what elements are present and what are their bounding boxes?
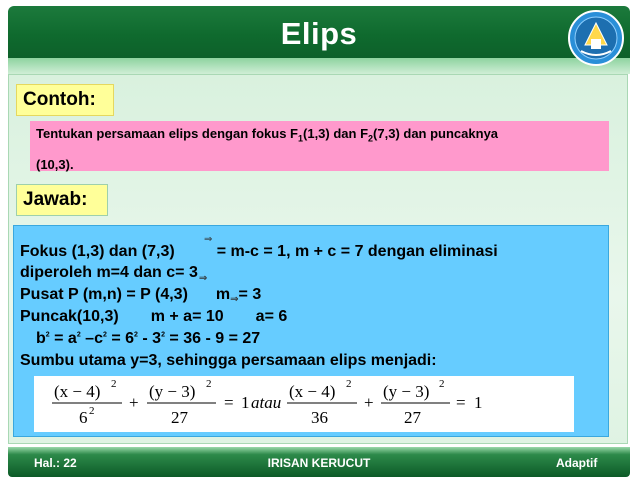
numerator-4-exp: 2 — [439, 378, 445, 390]
question-text-a: Tentukan persamaan elips dengan fokus F — [36, 126, 298, 141]
denominator-3: 36 — [311, 408, 328, 427]
equals-sign-2: = — [456, 393, 466, 412]
header-glow — [8, 58, 630, 74]
tut-wuri-handayani-logo-icon — [567, 9, 625, 67]
question-line-1 — [36, 121, 603, 152]
implies-arrow-icon: ⇒ — [230, 294, 239, 305]
plus-sign-1: + — [129, 393, 139, 412]
answer-puncak: Puncak(10,3) — [20, 308, 119, 325]
ellipse-equation — [34, 376, 574, 432]
jawab-label: Jawab: — [16, 184, 108, 216]
b-result: = 36 - 9 = 27 — [164, 330, 261, 347]
three-term: - 3 — [137, 330, 162, 347]
denominator-4: 27 — [404, 408, 421, 427]
question-text-c: (7,3) dan puncaknya — [373, 126, 499, 141]
c-term: –c — [80, 330, 103, 347]
slide-title: Elips — [280, 16, 358, 51]
exp: 2 — [161, 331, 165, 339]
numerator-3-exp: 2 — [346, 378, 352, 390]
numerator-2-exp: 2 — [206, 378, 212, 390]
a-term: = a — [49, 330, 77, 347]
answer-line-1 — [20, 243, 498, 261]
answer-line-6: Sumbu utama y=3, sehingga persamaan elips menjadi: — [20, 352, 437, 369]
answer-line-2 — [20, 264, 206, 282]
answer-line-4 — [20, 308, 287, 326]
answer-eliminasi: = m-c = 1, m + c = 7 dengan eliminasi — [216, 243, 498, 260]
answer-a-value: a= 6 — [255, 308, 288, 325]
answer-m-value: = 3 — [238, 286, 262, 303]
answer-line-3 — [20, 286, 261, 304]
page-number: Hal.: 22 — [34, 456, 77, 470]
exp: 2 — [45, 331, 50, 339]
answer-diperoleh: diperoleh m=4 dan c= 3 — [20, 264, 198, 281]
numerator-1: (x − 4) — [54, 382, 101, 401]
exp: 2 — [134, 331, 138, 339]
contoh-label: Contoh: — [16, 84, 114, 116]
numerator-4: (y − 3) — [383, 382, 430, 401]
answer-fokus: Fokus (1,3) dan (7,3) — [20, 243, 175, 260]
numerator-3: (x − 4) — [289, 382, 336, 401]
question-line-2: (10,3). — [36, 156, 74, 172]
b-term: b — [36, 330, 46, 347]
question-box — [30, 121, 609, 171]
numerator-2: (y − 3) — [149, 382, 196, 401]
question-text-b: (1,3) dan F — [303, 126, 369, 141]
footer-tag: Adaptif — [556, 456, 598, 470]
answer-box — [13, 225, 609, 437]
atau-word: atau — [251, 393, 282, 412]
answer-m-plus-a: m + a= 10 — [150, 308, 224, 325]
answer-line-5 — [36, 330, 260, 348]
exp: 2 — [102, 331, 107, 339]
denominator-1: 6 — [79, 408, 88, 427]
six-term: = 6 — [106, 330, 135, 347]
denominator-1-exp: 2 — [89, 405, 95, 417]
plus-sign-2: + — [364, 393, 374, 412]
subscript-1: 1 — [298, 133, 304, 144]
one-value-1: 1 — [241, 393, 250, 412]
answer-pusat: Pusat P (m,n) = P (4,3) — [20, 286, 188, 303]
exp: 2 — [76, 331, 81, 339]
one-value-2: 1 — [474, 393, 483, 412]
numerator-1-exp: 2 — [111, 378, 117, 390]
denominator-2: 27 — [171, 408, 188, 427]
subscript-2: 2 — [368, 133, 374, 144]
footer-topic: IRISAN KERUCUT — [267, 456, 371, 470]
implies-arrow-icon: ⇒ — [204, 234, 213, 245]
implies-arrow-icon: ⇒ — [198, 273, 208, 284]
answer-m: m — [215, 286, 231, 303]
equals-sign-1: = — [224, 393, 234, 412]
